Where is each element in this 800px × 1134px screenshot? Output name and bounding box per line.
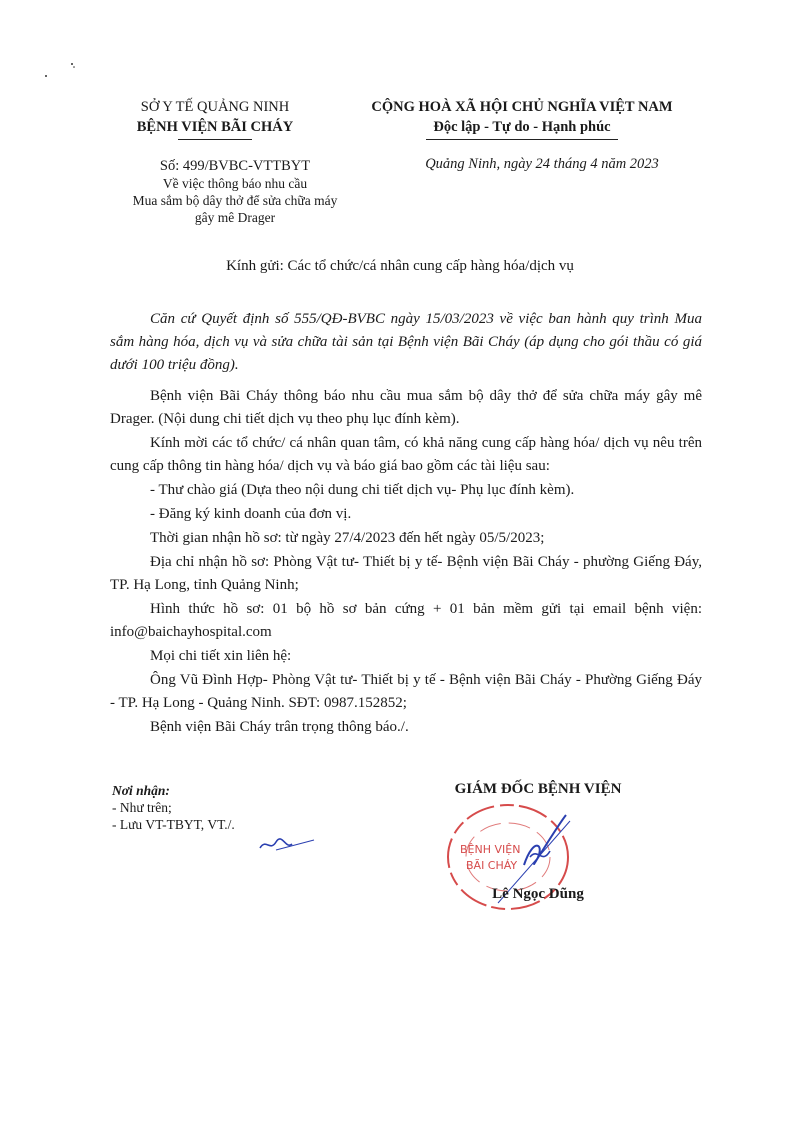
initials-mark	[256, 834, 316, 856]
signer-name: Lê Ngọc Dũng	[492, 886, 584, 902]
motto-underline	[426, 139, 618, 140]
national-motto: Độc lập - Tự do - Hạnh phúc	[433, 119, 611, 135]
national-header	[352, 97, 692, 140]
issuer-header	[100, 97, 330, 140]
recipient-item: - Lưu VT-TBYT, VT./.	[112, 817, 235, 832]
issuer-hospital: BỆNH VIỆN BÃI CHÁY	[136, 119, 294, 135]
list-item-business-registration: - Đăng ký kinh doanh của đơn vị.	[150, 506, 352, 522]
list-item-quotation: - Thư chào giá (Dựa theo nội dung chi tiết dịch vụ- Phụ lục đính kèm).	[150, 482, 575, 498]
salutation: Kính gửi: Các tổ chức/cá nhân cung cấp hàng hóa/dịch vụ	[226, 258, 574, 274]
document-number-block	[100, 158, 370, 226]
paragraph-deadline: Thời gian nhận hồ sơ: từ ngày 27/4/2023 đến hết ngày 05/5/2023;	[150, 530, 545, 546]
national-name: CỘNG HOÀ XÃ HỘI CHỦ NGHĨA VIỆT NAM	[371, 99, 673, 115]
paragraph-format: Hình thức hồ sơ: 01 bộ hồ sơ bản cứng + 01 bản mềm gửi tại email bệnh viện: info@baichayhospital.com	[110, 601, 702, 640]
paragraph-closing: Bệnh viện Bãi Cháy trân trọng thông báo./.	[150, 719, 409, 735]
document-number: Số: 499/BVBC-VTTBYT	[159, 158, 311, 174]
subject-line-1: Về việc thông báo nhu cầu	[162, 176, 308, 191]
legal-basis: Căn cứ Quyết định số 555/QĐ-BVBC ngày 15/03/2023 về việc ban hành quy trình Mua sắm hàng hóa, dịch vụ và sửa chữa tài sản tại Bệnh viện Bãi Cháy (áp dụng cho gói thầu có giá dưới 100 triệu đồng).	[110, 311, 702, 373]
document-date: Quảng Ninh, ngày 24 tháng 4 năm 2023	[425, 156, 659, 172]
recipient-item: - Như trên;	[112, 800, 172, 815]
subject-line-2: Mua sắm bộ dây thở để sửa chữa máy	[132, 193, 338, 208]
recipients-title: Nơi nhận:	[112, 783, 170, 798]
paragraph-address: Địa chỉ nhận hồ sơ: Phòng Vật tư- Thiết bị y tế- Bệnh viện Bãi Cháy - phường Giếng Đáy, TP. Hạ Long, tỉnh Quảng Ninh;	[110, 554, 702, 593]
paragraph-announcement: Bệnh viện Bãi Cháy thông báo nhu cầu mua sắm bộ dây thở để sửa chữa máy gây mê Drager. (Nội dung chi tiết dịch vụ theo phụ lục đính kèm).	[110, 388, 702, 427]
seal-text-line-1: BỆNH VIỆN	[460, 843, 521, 856]
signature-title: GIÁM ĐỐC BỆNH VIỆN	[454, 781, 622, 797]
seal-text-line-2: BÃI CHÁY	[466, 859, 518, 872]
paragraph-contact-person: Ông Vũ Đình Hợp- Phòng Vật tư- Thiết bị y tế - Bệnh viện Bãi Cháy - Phường Giếng Đáy - TP. Hạ Long - Quảng Ninh. SĐT: 0987.152852;	[110, 672, 702, 711]
paragraph-invitation: Kính mời các tổ chức/ cá nhân quan tâm, có khả năng cung cấp hàng hóa/ dịch vụ nêu trên cung cấp thông tin hàng hóa/ dịch vụ và báo giá bao gồm các tài liệu sau:	[110, 435, 702, 474]
scan-specks	[38, 56, 78, 86]
issuer-underline	[178, 139, 252, 140]
document-body	[110, 308, 702, 739]
paragraph-contact-intro: Mọi chi tiết xin liên hệ:	[150, 648, 292, 664]
issuer-department: SỞ Y TẾ QUẢNG NINH	[140, 99, 290, 115]
subject-line-3: gây mê Drager	[194, 210, 276, 225]
recipients-block	[112, 782, 372, 833]
